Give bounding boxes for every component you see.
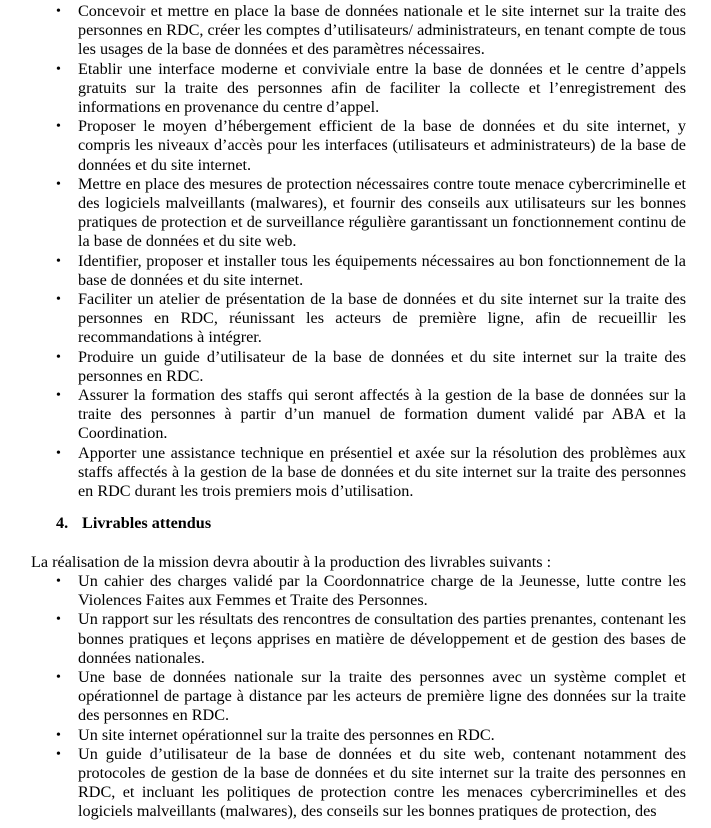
list-item bbox=[0, 252, 711, 290]
bullet-icon: • bbox=[56, 445, 61, 461]
bullet-icon: • bbox=[56, 292, 61, 308]
bullet-icon: • bbox=[56, 727, 61, 743]
section-heading bbox=[56, 513, 211, 533]
list-item bbox=[0, 572, 711, 610]
section-number: 4. bbox=[56, 514, 69, 532]
list-item bbox=[0, 117, 711, 175]
list-item bbox=[0, 726, 711, 745]
list-item bbox=[0, 386, 711, 444]
list-item bbox=[0, 290, 711, 348]
responsibilities-list bbox=[0, 2, 711, 501]
deliverables-list bbox=[0, 572, 711, 822]
bullet-icon: • bbox=[56, 349, 61, 365]
bullet-icon: • bbox=[56, 670, 61, 686]
list-item-text: Faciliter un atelier de présentation de la base de données et du site internet sur la traite des personnes en RDC, réunissant les acteurs de première ligne, afin de recueillir les recommandations à intégrer. bbox=[78, 290, 686, 347]
list-item bbox=[0, 444, 711, 502]
bullet-icon: • bbox=[56, 574, 61, 589]
list-item-text: Un site internet opérationnel sur la traite des personnes en RDC. bbox=[78, 725, 495, 744]
list-item bbox=[0, 2, 711, 60]
bullet-icon: • bbox=[56, 176, 61, 192]
list-item bbox=[0, 745, 711, 822]
bullet-icon: • bbox=[56, 253, 61, 269]
list-item-text: Assurer la formation des staffs qui seront affectés à la gestion de la base de données sur la traite des personnes à partir d’un manuel de formation dument validé par ABA et la Coordination. bbox=[78, 386, 686, 443]
list-item-text: Produire un guide d’utilisateur de la base de données et du site internet sur la traite des personnes en RDC. bbox=[78, 347, 686, 385]
list-item-text: Un cahier des charges validé par la Coordonnatrice charge de la Jeunesse, lutte contre les Violences Faites aux Femmes et Traite des Personnes. bbox=[78, 572, 686, 610]
list-item bbox=[0, 60, 711, 118]
list-item-text: Identifier, proposer et installer tous les équipements nécessaires au bon fonctionnement de la base de données et du site internet. bbox=[78, 251, 686, 289]
bullet-icon: • bbox=[56, 4, 61, 19]
list-item bbox=[0, 610, 711, 668]
list-item-text: Un rapport sur les résultats des rencontres de consultation des parties prenantes, contenant les bonnes pratiques et leçons apprises en matière de développement et de gestion des bases de données nationales. bbox=[78, 610, 686, 667]
bullet-icon: • bbox=[56, 612, 61, 628]
list-item-text: Concevoir et mettre en place la base de données nationale et le site internet sur la traite des personnes en RDC, créer les comptes d’utilisateurs/ administrateurs, en tenant compte de tous les usages de la base de données et des paramètres nécessaires. bbox=[78, 2, 686, 59]
list-item bbox=[0, 348, 711, 386]
bullet-icon: • bbox=[56, 61, 61, 77]
bullet-icon: • bbox=[56, 119, 61, 135]
section-title: Livrables attendus bbox=[82, 514, 212, 532]
list-item-text: Proposer le moyen d’hébergement efficient de la base de données et du site internet, y compris les niveaux d’accès pour les interfaces (utilisateurs et administrateurs) de la base de données et du site internet. bbox=[78, 117, 686, 174]
list-item bbox=[0, 668, 711, 726]
list-item-text: Apporter une assistance technique en présentiel et axée sur la résolution des problèmes aux staffs affectés à la gestion de la base de données et du site internet sur la traite des personnes en RDC durant les trois premiers mois d’utilisation. bbox=[78, 443, 686, 501]
list-item-text: Un guide d’utilisateur de la base de données et du site web, contenant notamment des protocoles de gestion de la base de données et du site internet sur la traite des personnes en RDC, et incluant les politiques de protection contre les menaces cybercriminelles et des logiciels malveillants (malwares), des conseils sur les bonnes pratiques de protection, des bbox=[78, 744, 686, 821]
bullet-icon: • bbox=[56, 388, 61, 404]
list-item-text: Etablir une interface moderne et conviviale entre la base de données et le centre d’appels gratuits sur la traite des personnes afin de faciliter la collecte et l’enregistrement des informations en provenance du centre d’appel. bbox=[78, 59, 686, 117]
list-item-text: Mettre en place des mesures de protection nécessaires contre toute menace cybercriminelle et des logiciels malveillants (malwares), et fournir des conseils aux utilisateurs sur les bonnes pratiques de protection et de surveillance régulière garantissant un fonctionnement continu de la base de données et du site web. bbox=[78, 174, 686, 251]
list-item bbox=[0, 175, 711, 252]
list-item-text: Une base de données nationale sur la traite des personnes avec un système complet et opérationnel de partage à distance par les acteurs de première ligne des données sur la traite des personnes en RDC. bbox=[78, 668, 686, 725]
intro-paragraph: La réalisation de la mission devra aboutir à la production des livrables suivants : bbox=[31, 553, 552, 571]
bullet-icon: • bbox=[56, 746, 61, 762]
